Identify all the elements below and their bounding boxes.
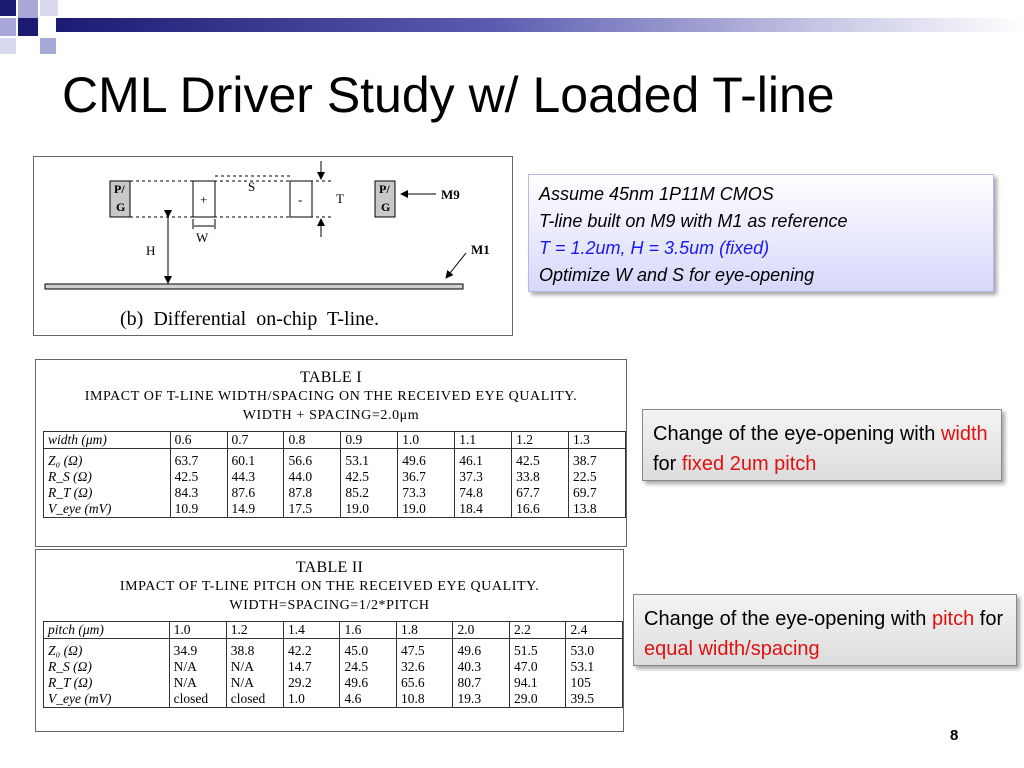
width-note-text: Change of the eye-opening with bbox=[653, 423, 941, 445]
header-cell: 0.9 bbox=[341, 432, 398, 449]
table-cell: 14.7 bbox=[283, 659, 340, 675]
table-cell: 10.9 bbox=[170, 501, 227, 518]
table-cell: 60.1 bbox=[227, 453, 284, 469]
table-cell: 39.5 bbox=[566, 691, 623, 708]
table-cell: 29.2 bbox=[283, 675, 340, 691]
table-cell: 47.5 bbox=[396, 643, 453, 659]
header-cell: 1.2 bbox=[226, 622, 283, 639]
table-cell: 53.0 bbox=[566, 643, 623, 659]
width-note-box bbox=[642, 409, 1002, 481]
table-2 bbox=[35, 549, 624, 732]
table-cell: 84.3 bbox=[170, 485, 227, 501]
table-cell: 67.7 bbox=[512, 485, 569, 501]
assumptions-box bbox=[528, 174, 994, 292]
table-cell: 47.0 bbox=[509, 659, 566, 675]
pitch-fixed-highlight: fixed 2um pitch bbox=[681, 453, 817, 475]
corner-square-6 bbox=[0, 38, 16, 54]
table-cell: 24.5 bbox=[340, 659, 397, 675]
pg-left-label-top: P/ bbox=[114, 182, 125, 196]
header-cell: 1.3 bbox=[569, 432, 626, 449]
table-cell: 53.1 bbox=[566, 659, 623, 675]
pg-right-label-top: P/ bbox=[379, 182, 390, 196]
header-cell: 1.0 bbox=[169, 622, 226, 639]
corner-square-5 bbox=[18, 18, 38, 36]
header-cell: 1.0 bbox=[398, 432, 455, 449]
figure-caption: (b) Differential on-chip T-line. bbox=[120, 308, 380, 330]
table-cell: N/A bbox=[226, 675, 283, 691]
table-cell: 53.1 bbox=[341, 453, 398, 469]
row-label: Z₀ (Ω) bbox=[44, 453, 171, 469]
s-label: S bbox=[248, 179, 256, 194]
corner-square-7 bbox=[40, 38, 56, 54]
m1-plane bbox=[45, 284, 463, 289]
table-cell: 14.9 bbox=[227, 501, 284, 518]
equal-spacing-highlight: equal width/spacing bbox=[644, 638, 820, 660]
table-cell: 42.2 bbox=[283, 643, 340, 659]
corner-square-3 bbox=[40, 0, 58, 16]
assumption-process: Assume 45nm 1P11M CMOS bbox=[539, 184, 774, 204]
table-row bbox=[44, 501, 626, 518]
table-cell: 16.6 bbox=[512, 501, 569, 518]
table-cell: 19.0 bbox=[398, 501, 455, 518]
table-row bbox=[44, 691, 623, 708]
header-cell: 2.4 bbox=[566, 622, 623, 639]
pitch-note-for: for bbox=[974, 608, 1004, 630]
table-cell: closed bbox=[169, 691, 226, 708]
table-cell: 44.0 bbox=[284, 469, 341, 485]
row-label: Z₀ (Ω) bbox=[44, 643, 170, 659]
table-cell: 105 bbox=[566, 675, 623, 691]
header-cell: 1.1 bbox=[455, 432, 512, 449]
table-1-title: TABLE I bbox=[300, 369, 362, 386]
table-row bbox=[44, 659, 623, 675]
table-cell: 32.6 bbox=[396, 659, 453, 675]
table-cell: 10.8 bbox=[396, 691, 453, 708]
table-row bbox=[44, 643, 623, 659]
table-cell: 42.5 bbox=[341, 469, 398, 485]
table-cell: 49.6 bbox=[398, 453, 455, 469]
table-cell: 87.6 bbox=[227, 485, 284, 501]
table-cell: closed bbox=[226, 691, 283, 708]
table-1-subtitle: IMPACT OF T-LINE WIDTH/SPACING ON THE RECEIVED EYE QUALITY. bbox=[84, 389, 578, 404]
table-header-row bbox=[44, 622, 623, 639]
t-label: T bbox=[336, 191, 344, 206]
width-note-for: for bbox=[653, 453, 682, 475]
table-cell: 42.5 bbox=[512, 453, 569, 469]
table-cell: 18.4 bbox=[455, 501, 512, 518]
width-highlight: width bbox=[940, 423, 988, 445]
table-header-row bbox=[44, 432, 626, 449]
table-cell: 38.7 bbox=[569, 453, 626, 469]
m9-label: M9 bbox=[441, 187, 460, 202]
header-cell: 1.4 bbox=[283, 622, 340, 639]
table-cell: 19.3 bbox=[453, 691, 510, 708]
table-cell: 44.3 bbox=[227, 469, 284, 485]
table-cell: 45.0 bbox=[340, 643, 397, 659]
header-cell: 2.0 bbox=[453, 622, 510, 639]
table-1-subtitle2: WIDTH + SPACING=2.0μm bbox=[242, 408, 420, 423]
minus-label: - bbox=[298, 192, 303, 207]
table-cell: 69.7 bbox=[569, 485, 626, 501]
pitch-note-text: Change of the eye-opening with bbox=[644, 608, 932, 630]
table-row bbox=[44, 453, 626, 469]
row-label: V_eye (mV) bbox=[44, 691, 170, 708]
pitch-note-box bbox=[633, 594, 1017, 666]
assumption-tline: T-line built on M9 with M1 as reference bbox=[539, 211, 848, 231]
table-cell: 42.5 bbox=[170, 469, 227, 485]
table-cell: 46.1 bbox=[455, 453, 512, 469]
table-cell: 36.7 bbox=[398, 469, 455, 485]
table-cell: 65.6 bbox=[396, 675, 453, 691]
assumption-fixed-params: T = 1.2um, H = 3.5um (fixed) bbox=[539, 238, 770, 258]
table-cell: N/A bbox=[226, 659, 283, 675]
table-cell: 63.7 bbox=[170, 453, 227, 469]
table-cell: 13.8 bbox=[569, 501, 626, 518]
table-row bbox=[44, 485, 626, 501]
table-cell: 49.6 bbox=[340, 675, 397, 691]
table-cell: 38.8 bbox=[226, 643, 283, 659]
header-cell: 0.7 bbox=[227, 432, 284, 449]
table-2-grid bbox=[43, 621, 623, 708]
table-cell: 94.1 bbox=[509, 675, 566, 691]
table-cell: 19.0 bbox=[341, 501, 398, 518]
header-cell: 0.8 bbox=[284, 432, 341, 449]
table-cell: 73.3 bbox=[398, 485, 455, 501]
table-cell: 37.3 bbox=[455, 469, 512, 485]
table-row bbox=[44, 675, 623, 691]
assumption-optimize: Optimize W and S for eye-opening bbox=[539, 265, 815, 285]
table-cell: N/A bbox=[169, 659, 226, 675]
table-cell: 22.5 bbox=[569, 469, 626, 485]
plus-label: + bbox=[200, 192, 208, 207]
table-cell: 85.2 bbox=[341, 485, 398, 501]
table-cell: N/A bbox=[169, 675, 226, 691]
table-cell: 1.0 bbox=[283, 691, 340, 708]
header-cell: 2.2 bbox=[509, 622, 566, 639]
table-1 bbox=[35, 359, 627, 547]
table-1-grid bbox=[43, 431, 626, 518]
header-label: pitch (μm) bbox=[44, 622, 170, 639]
header-cell: 1.2 bbox=[512, 432, 569, 449]
corner-square-2 bbox=[18, 0, 38, 18]
pg-left-label-bottom: G bbox=[116, 200, 126, 214]
table-cell: 56.6 bbox=[284, 453, 341, 469]
table-2-title: TABLE II bbox=[295, 559, 364, 576]
table-cell: 29.0 bbox=[509, 691, 566, 708]
table-cell: 4.6 bbox=[340, 691, 397, 708]
slide-title: CML Driver Study w/ Loaded T-line bbox=[62, 67, 835, 123]
table-row bbox=[44, 469, 626, 485]
table-cell: 80.7 bbox=[453, 675, 510, 691]
header-label: width (μm) bbox=[44, 432, 171, 449]
tline-figure bbox=[33, 156, 513, 336]
table-cell: 17.5 bbox=[284, 501, 341, 518]
header-cell: 0.6 bbox=[170, 432, 227, 449]
pg-right-label-bottom: G bbox=[381, 200, 391, 214]
row-label: V_eye (mV) bbox=[44, 501, 171, 518]
row-label: R_T (Ω) bbox=[44, 485, 171, 501]
row-label: R_T (Ω) bbox=[44, 675, 170, 691]
tline-diagram bbox=[34, 157, 512, 335]
m1-label: M1 bbox=[471, 242, 490, 257]
w-label: W bbox=[196, 230, 209, 245]
page-number: 8 bbox=[950, 727, 959, 744]
row-label: R_S (Ω) bbox=[44, 469, 171, 485]
table-2-subtitle: IMPACT OF T-LINE PITCH ON THE RECEIVED EYE QUALITY. bbox=[119, 579, 540, 594]
table-cell: 51.5 bbox=[509, 643, 566, 659]
table-cell: 40.3 bbox=[453, 659, 510, 675]
header-cell: 1.6 bbox=[340, 622, 397, 639]
table-cell: 34.9 bbox=[169, 643, 226, 659]
corner-square-4 bbox=[0, 18, 16, 36]
table-2-subtitle2: WIDTH=SPACING=1/2*PITCH bbox=[229, 598, 430, 613]
table-cell: 74.8 bbox=[455, 485, 512, 501]
pitch-highlight: pitch bbox=[931, 608, 975, 630]
corner-square-1 bbox=[0, 0, 16, 16]
table-cell: 33.8 bbox=[512, 469, 569, 485]
row-label: R_S (Ω) bbox=[44, 659, 170, 675]
table-cell: 87.8 bbox=[284, 485, 341, 501]
header-rule bbox=[56, 18, 1024, 32]
header-cell: 1.8 bbox=[396, 622, 453, 639]
h-label: H bbox=[146, 243, 156, 258]
table-cell: 49.6 bbox=[453, 643, 510, 659]
